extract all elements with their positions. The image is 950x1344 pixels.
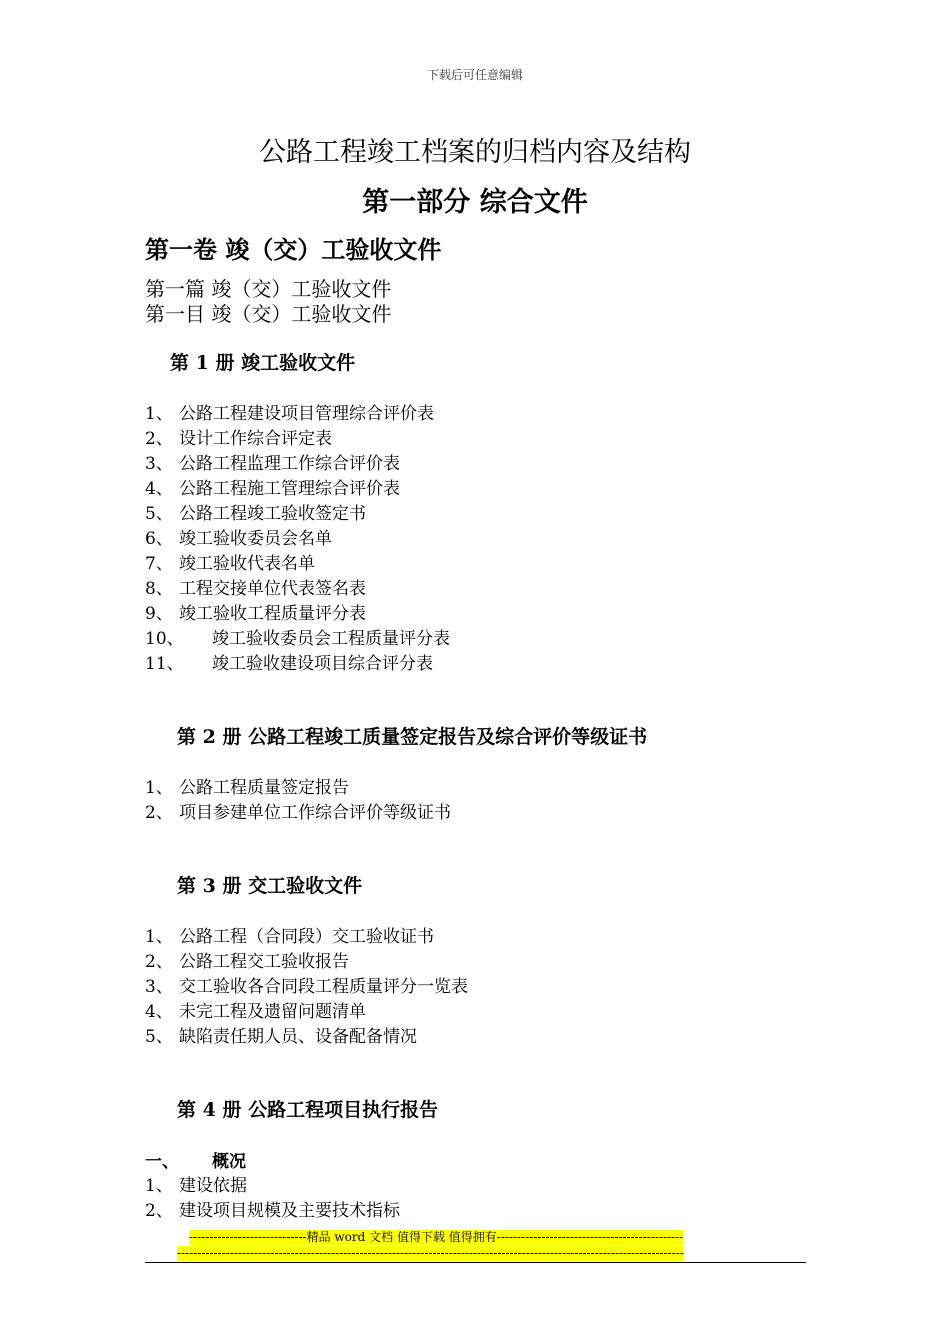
list-item [145,1196,400,1221]
list-item [145,524,332,549]
list-item [145,574,366,599]
list-item [145,773,349,798]
book-4-title: 第 4 册 公路工程项目执行报告 [177,1099,439,1121]
list-item [145,499,366,524]
item-number: 5、 [145,504,173,524]
book-2-title: 第 2 册 公路工程竣工质量签定报告及综合评价等级证书 [177,726,648,748]
item-number: 4、 [145,1002,173,1022]
item-text: 竣工验收委员会工程质量评分表 [212,629,450,649]
item-text: 设计工作综合评定表 [179,429,332,449]
list-item [145,399,434,424]
item-number: 一、 [145,1152,179,1172]
item-number: 5、 [145,1027,173,1047]
section-line: 第一目 竣（交）工验收文件 [145,302,392,326]
item-text: 公路工程（合同段）交工验收证书 [179,927,434,947]
list-item [145,649,433,674]
list-item [145,424,332,449]
item-number: 2、 [145,952,173,972]
chapter-line: 第一篇 竣（交）工验收文件 [145,277,392,301]
footer-divider [145,1262,806,1263]
item-number: 3、 [145,454,173,474]
footer-banner-line-2: ----------------------------------------------------------------------------------------------------------------------------- [177,1246,684,1260]
item-number: 2、 [145,803,173,823]
item-number: 3、 [145,977,173,997]
list-item [145,1147,246,1172]
item-number: 1、 [145,1176,173,1196]
list-item [145,624,450,649]
item-number: 9、 [145,604,173,624]
item-number: 6、 [145,529,173,549]
item-number: 1、 [145,404,173,424]
list-item [145,474,400,499]
list-item [145,972,468,997]
item-text: 缺陷责任期人员、设备配备情况 [179,1027,417,1047]
item-text: 工程交接单位代表签名表 [179,579,366,599]
item-number: 4、 [145,479,173,499]
list-item [145,1022,417,1047]
item-text: 建设项目规模及主要技术指标 [179,1201,400,1221]
item-text: 项目参建单位工作综合评价等级证书 [179,803,451,823]
item-text: 公路工程施工管理综合评价表 [179,479,400,499]
item-number: 11、 [145,654,184,674]
list-item [145,922,434,947]
item-number: 2、 [145,429,173,449]
item-text: 公路工程监理工作综合评价表 [179,454,400,474]
item-number: 7、 [145,554,173,574]
volume-title: 第一卷 竣（交）工验收文件 [145,235,442,264]
item-number: 1、 [145,927,173,947]
item-text: 建设依据 [179,1176,247,1196]
item-number: 10、 [145,629,184,649]
item-text: 概况 [212,1152,246,1172]
list-item [145,947,349,972]
document-title: 公路工程竣工档案的归档内容及结构 [259,137,691,168]
item-text: 竣工验收代表名单 [179,554,315,574]
list-item [145,449,400,474]
item-number: 1、 [145,778,173,798]
list-item [145,1171,247,1196]
item-text: 公路工程质量签定报告 [179,778,349,798]
item-text: 竣工验收委员会名单 [179,529,332,549]
header-note: 下载后可任意编辑 [426,68,523,82]
item-text: 公路工程交工验收报告 [179,952,349,972]
item-text: 竣工验收建设项目综合评分表 [212,654,433,674]
item-text: 竣工验收工程质量评分表 [179,604,366,624]
item-text: 交工验收各合同段工程质量评分一览表 [179,977,468,997]
footer-banner-line-1: -----------------------------精品 word 文档 值得下载 值得拥有---------------------------------------------- [189,1230,684,1244]
book-3-title: 第 3 册 交工验收文件 [177,875,363,897]
item-text: 公路工程建设项目管理综合评价表 [179,404,434,424]
list-item [145,798,451,823]
list-item [145,599,366,624]
part-title: 第一部分 综合文件 [362,187,588,218]
list-item [145,549,315,574]
book-1-title: 第 1 册 竣工验收文件 [170,352,356,374]
item-number: 2、 [145,1201,173,1221]
item-number: 8、 [145,579,173,599]
list-item [145,997,366,1022]
item-text: 未完工程及遗留问题清单 [179,1002,366,1022]
item-text: 公路工程竣工验收签定书 [179,504,366,524]
